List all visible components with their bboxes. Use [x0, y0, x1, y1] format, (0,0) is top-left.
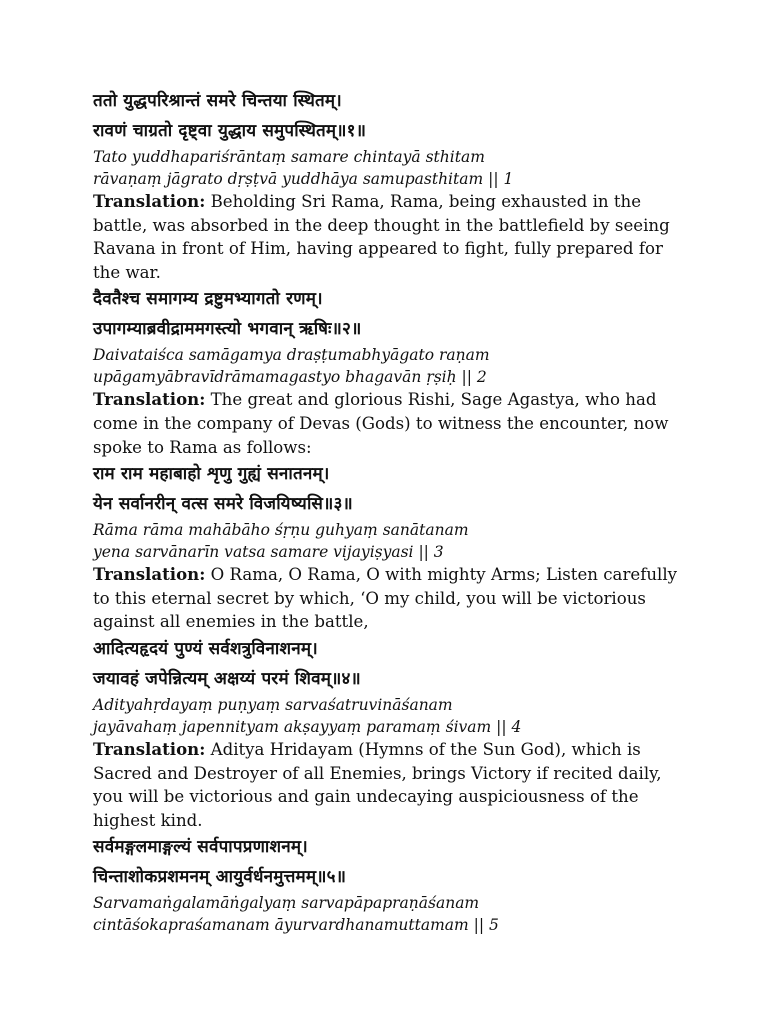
verse-3	[93, 459, 693, 634]
verse-1	[93, 86, 693, 284]
sanskrit-line: चिन्ताशोकप्रशमनम् आयुर्वर्धनमुत्तमम्॥५॥	[93, 867, 347, 888]
transliteration-line: yena sarvānarīn vatsa samare vijayiṣyasi || 3	[93, 543, 444, 562]
transliteration-line: Sarvamaṅgalamāṅgalyaṃ sarvapāpapraṇāśanam	[93, 894, 480, 913]
sanskrit-line: दैवतैश्च समागम्य द्रष्टुमभ्यागतो रणम्।	[93, 289, 323, 310]
translation-label: Translation:	[93, 191, 206, 211]
transliteration-line: Adityahṛdayaṃ puṇyaṃ sarvaśatruvināśanam	[93, 695, 453, 714]
translation-text: Aditya Hridayam (Hymns of the Sun God), which is Sacred and Destroyer of all Enemies, brings Victory if recited daily, you will be victorious and gain undecaying auspiciousness of the highest kind.	[93, 739, 662, 830]
transliteration-line: rāvaṇaṃ jāgrato dṛṣṭvā yuddhāya samupasthitam || 1	[93, 170, 514, 188]
verse-5	[93, 832, 693, 936]
translation-paragraph	[93, 190, 693, 284]
verse-2	[93, 284, 693, 459]
transliteration-line: Rāma rāma mahābāho śṛṇu guhyaṃ sanātanam	[93, 521, 469, 540]
document-page	[93, 86, 693, 936]
sanskrit-line: येन सर्वानरीन् वत्स समरे विजयिष्यसि॥३॥	[93, 494, 353, 515]
sanskrit-line: सर्वमङ्गलमाङ्गल्यं सर्वपापप्रणाशनम्।	[93, 837, 308, 858]
sanskrit-line: ततो युद्धपरिश्रान्तं समरे चिन्तया स्थितम्।	[93, 91, 342, 111]
translation-paragraph	[93, 738, 693, 832]
transliteration-line: cintāśokapraśamanam āyurvardhanamuttamam || 5	[93, 916, 499, 935]
translation-label: Translation:	[93, 389, 206, 410]
translation-label: Translation:	[93, 564, 206, 585]
transliteration-line: Tato yuddhapariśrāntaṃ samare chintayā sthitam	[93, 148, 485, 166]
translation-label: Translation:	[93, 738, 206, 759]
transliteration-line: jayāvahaṃ japennityam akṣayyaṃ paramaṃ śivam || 4	[93, 717, 522, 736]
transliteration-line: upāgamyābravīdrāmamagastyo bhagavān ṛṣiḥ || 2	[93, 368, 487, 387]
sanskrit-line: राम राम महाबाहो शृणु गुह्यं सनातनम्।	[93, 464, 330, 485]
translation-paragraph	[93, 563, 693, 634]
sanskrit-line: उपागम्याब्रवीद्राममगस्त्यो भगवान् ऋषिः॥२॥	[93, 319, 362, 340]
sanskrit-line: आदित्यहृदयं पुण्यं सर्वशत्रुविनाशनम्।	[93, 638, 318, 659]
translation-text: Beholding Sri Rama, Rama, being exhausted in the battle, was absorbed in the deep thought in the battlefield by seeing Ravana in front of Him, having appeared to fight, fully prepared for the war.	[93, 192, 670, 282]
translation-paragraph	[93, 388, 693, 459]
sanskrit-line: जयावहं जपेन्नित्यम् अक्षय्यं परमं शिवम्॥४॥	[93, 668, 361, 689]
sanskrit-line: रावणं चाग्रतो दृष्ट्वा युद्धाय समुपस्थितम्॥१॥	[93, 121, 367, 141]
transliteration-line: Daivataiśca samāgamya draṣṭumabhyāgato raṇam	[93, 346, 490, 365]
translation-text: O Rama, O Rama, O with mighty Arms; Listen carefully to this eternal secret by which, ‘O my child, you will be victorious against all enemies in the battle,	[93, 565, 678, 632]
translation-text: The great and glorious Rishi, Sage Agastya, who had come in the company of Devas (Gods) to witness the encounter, now spoke to Rama as follows:	[93, 390, 669, 457]
verse-4	[93, 634, 693, 832]
